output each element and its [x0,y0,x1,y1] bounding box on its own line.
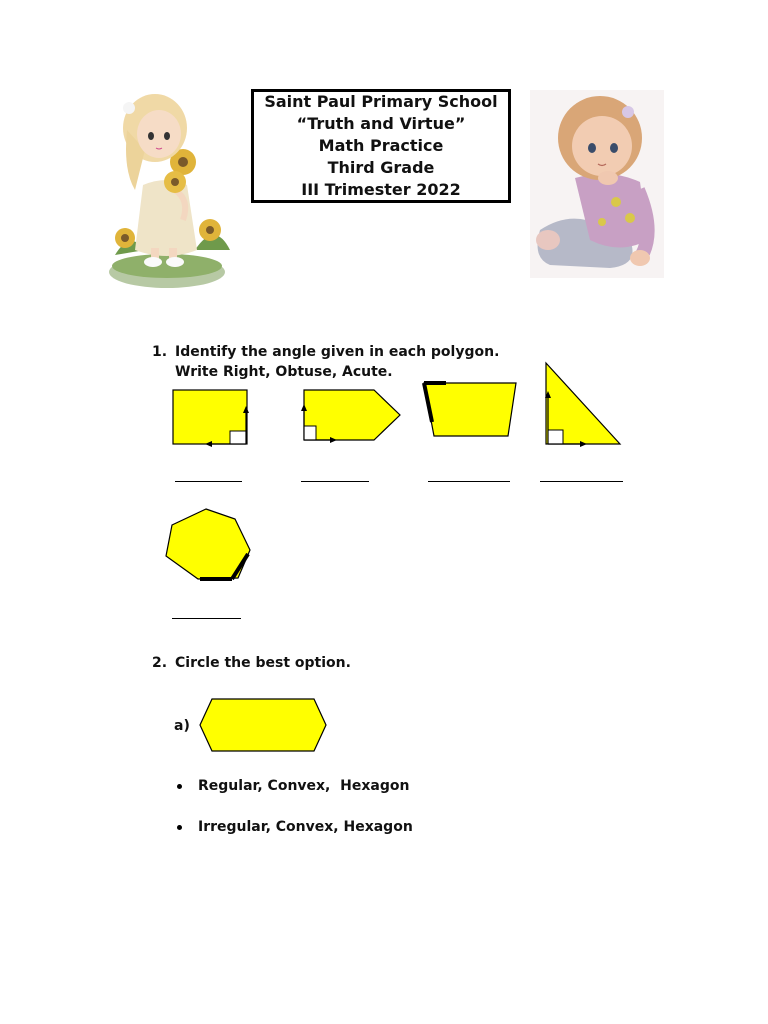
question-1-instruction-2: Write Right, Obtuse, Acute. [175,364,393,380]
option-1-text[interactable]: Regular, Convex, Hexagon [198,778,410,794]
option-1-bullet [177,784,182,789]
school-name: Saint Paul Primary School [264,92,498,111]
question-2-instruction: Circle the best option. [175,655,351,671]
square-shape [170,388,252,448]
answer-blank-1[interactable] [175,481,242,482]
grade-level: Third Grade [327,158,435,177]
option-2-bullet [177,825,182,830]
heptagon-shape [160,506,256,586]
school-motto: “Truth and Virtue” [296,114,466,133]
hexagon-shape [198,696,330,754]
answer-blank-3[interactable] [428,481,510,482]
answer-blank-2[interactable] [301,481,369,482]
trapezoid-shape [420,378,520,442]
item-a-label: a) [174,718,190,734]
sitting-girl-figurine-image [530,90,664,278]
question-1-instruction: Identify the angle given in each polygon. [175,344,500,360]
header-box [251,89,511,203]
trimester: III Trimester 2022 [301,180,461,199]
option-2-text[interactable]: Irregular, Convex, Hexagon [198,819,413,835]
subject-title: Math Practice [318,136,444,155]
question-2-number: 2. [152,655,168,671]
answer-blank-5[interactable] [172,618,241,619]
question-1-number: 1. [152,344,168,360]
right-triangle-shape [540,360,624,448]
girl-figurine-image [105,90,235,295]
answer-blank-4[interactable] [540,481,623,482]
pentagon-shape [296,388,404,444]
